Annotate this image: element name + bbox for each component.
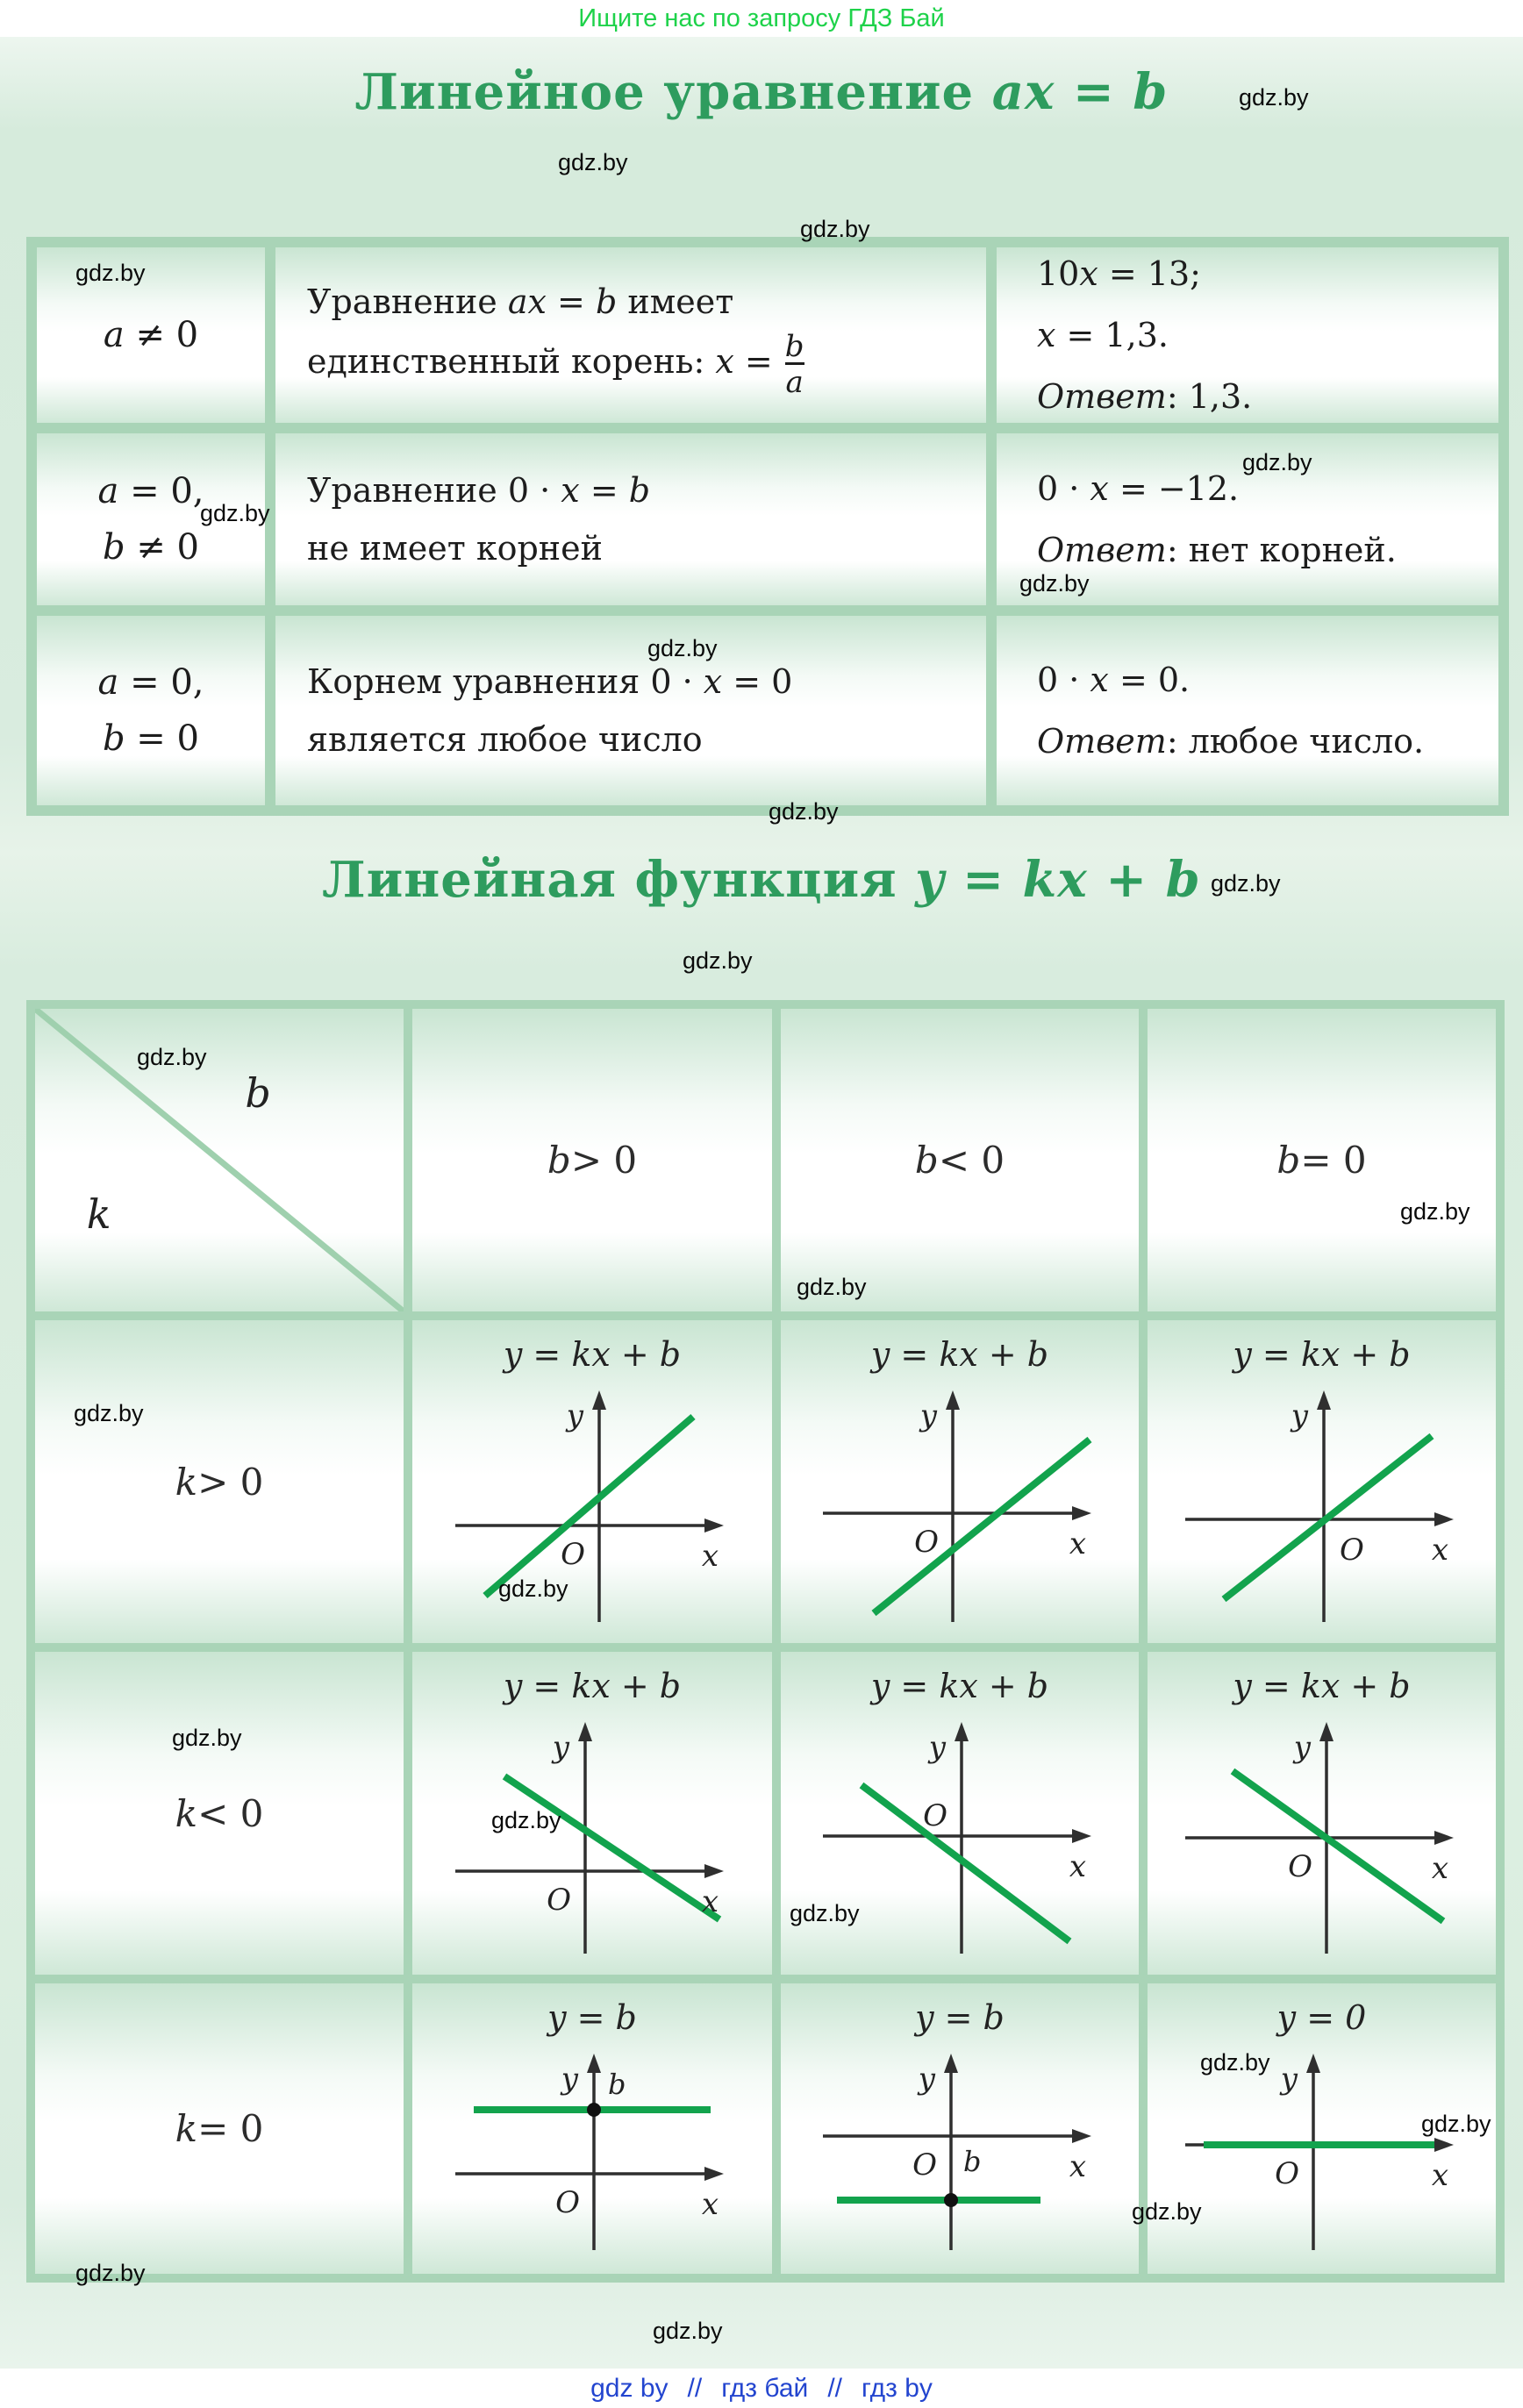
watermark: gdz.by bbox=[653, 2318, 723, 2344]
corner-cell bbox=[35, 1009, 404, 1311]
graph-k-pos-b-pos bbox=[412, 1320, 772, 1643]
svg-text:x: x bbox=[701, 2187, 719, 2222]
watermark: gdz.by bbox=[137, 1044, 207, 1070]
col-header-b-zero: b = 0 bbox=[1148, 1009, 1496, 1311]
svg-text:y: y bbox=[566, 1398, 583, 1433]
watermark: gdz.by bbox=[1019, 570, 1090, 597]
watermark: gdz.by bbox=[1400, 1198, 1470, 1225]
graph-formula: y = kx + b bbox=[870, 1335, 1049, 1374]
description-line: является любое число bbox=[307, 720, 703, 759]
watermark: gdz.by bbox=[1211, 870, 1281, 897]
watermark: gdz.by bbox=[790, 1900, 860, 1926]
svg-text:O: O bbox=[914, 1525, 939, 1560]
watermark: gdz.by bbox=[498, 1576, 568, 1602]
table1-r0-condition bbox=[37, 247, 265, 423]
watermark: gdz.by bbox=[1132, 2198, 1202, 2225]
svg-text:x: x bbox=[1431, 1533, 1448, 1568]
example-line: 10x = 13; bbox=[1037, 254, 1201, 293]
watermark: gdz.by bbox=[75, 2260, 146, 2286]
example-line: 0 · x = 0. bbox=[1037, 661, 1191, 699]
svg-text:x: x bbox=[701, 1884, 719, 1919]
watermark: gdz.by bbox=[74, 1400, 144, 1426]
svg-text:x: x bbox=[1069, 2149, 1086, 2184]
description-line: Корнем уравнения 0 · x = 0 bbox=[307, 662, 793, 701]
watermark: gdz.by bbox=[647, 635, 718, 661]
footer-links-bar bbox=[0, 2369, 1523, 2408]
footer-link-gdz-by[interactable]: gdz by bbox=[590, 2373, 669, 2403]
description-line: Уравнение ax = b имеет bbox=[307, 282, 734, 321]
svg-text:O: O bbox=[912, 2147, 937, 2183]
svg-text:O: O bbox=[1287, 1849, 1312, 1884]
graph-k-pos-b-neg bbox=[781, 1320, 1139, 1643]
svg-text:b: b bbox=[608, 2068, 626, 2101]
section1-title: Линейное уравнение ax = b bbox=[354, 63, 1169, 121]
row-header-k-pos: k > 0 bbox=[35, 1320, 404, 1643]
graph-k-pos-b-zero bbox=[1148, 1320, 1496, 1643]
svg-text:y: y bbox=[561, 2061, 578, 2097]
example-line: Ответ: нет корней. bbox=[1037, 531, 1397, 569]
promo-banner: Ищите нас по запросу ГДЗ Бай bbox=[0, 0, 1523, 37]
table1-r2-description bbox=[275, 616, 986, 805]
example-line: Ответ: 1,3. bbox=[1037, 377, 1253, 416]
graph-formula: y = b bbox=[547, 1998, 637, 2037]
condition-line: a = 0, bbox=[97, 471, 204, 511]
watermark: gdz.by bbox=[769, 798, 839, 825]
watermark: gdz.by bbox=[683, 947, 753, 974]
svg-text:O: O bbox=[555, 2185, 580, 2220]
graph-k-zero-b-neg bbox=[781, 1983, 1139, 2274]
graph-formula: y = kx + b bbox=[1233, 1335, 1411, 1374]
watermark: gdz.by bbox=[172, 1725, 242, 1751]
fraction-b-over-a: $\frac{b}{a}$ bbox=[784, 328, 804, 400]
watermark: gdz.by bbox=[558, 149, 628, 175]
table1-r0-example bbox=[997, 247, 1498, 423]
svg-text:O: O bbox=[547, 1883, 571, 1918]
svg-text:O: O bbox=[1339, 1533, 1364, 1568]
condition-line: b ≠ 0 bbox=[102, 527, 199, 568]
watermark: gdz.by bbox=[200, 500, 270, 526]
coordinate-graph bbox=[1173, 1375, 1471, 1629]
row-header-k-neg: k < 0 bbox=[35, 1652, 404, 1975]
coordinate-graph bbox=[811, 2038, 1109, 2257]
graph-formula: y = kx + b bbox=[503, 1667, 682, 1705]
corner-b-variable: b bbox=[245, 1069, 271, 1117]
diagonal-divider bbox=[35, 1009, 404, 1311]
svg-text:b: b bbox=[963, 2145, 982, 2178]
example-line: Ответ: любое число. bbox=[1037, 722, 1425, 761]
watermark: gdz.by bbox=[75, 260, 146, 286]
condition-line: a ≠ 0 bbox=[103, 315, 199, 355]
corner-k-variable: k bbox=[86, 1190, 111, 1238]
col-header-b-pos: b > 0 bbox=[412, 1009, 772, 1311]
svg-text:y: y bbox=[1293, 1730, 1311, 1765]
svg-text:y: y bbox=[1280, 2061, 1298, 2097]
description-line: Уравнение 0 · x = b bbox=[307, 471, 651, 510]
linear-function-table bbox=[26, 1000, 1505, 2283]
watermark: gdz.by bbox=[1200, 2049, 1270, 2076]
footer-link-gdz-bai[interactable]: гдз бай bbox=[721, 2373, 809, 2403]
watermark: gdz.by bbox=[1421, 2111, 1491, 2137]
graph-formula: y = b bbox=[915, 1998, 1005, 2037]
example-line: 0 · x = −12. bbox=[1037, 469, 1240, 508]
watermark: gdz.by bbox=[1242, 449, 1312, 475]
graph-formula: y = 0 bbox=[1276, 1998, 1367, 2037]
table1-r2-condition bbox=[37, 616, 265, 805]
watermark: gdz.by bbox=[800, 216, 870, 242]
svg-text:y: y bbox=[1291, 1398, 1308, 1433]
watermark: gdz.by bbox=[491, 1807, 561, 1833]
svg-text:x: x bbox=[1069, 1526, 1086, 1561]
table1-r1-description bbox=[275, 433, 986, 605]
coordinate-graph bbox=[443, 1706, 741, 1961]
table1-r2-example bbox=[997, 616, 1498, 805]
footer-link-gdz-by-2[interactable]: гдз by bbox=[862, 2373, 933, 2403]
col-header-b-neg: b < 0 bbox=[781, 1009, 1139, 1311]
graph-k-neg-b-pos bbox=[412, 1652, 772, 1975]
coordinate-graph bbox=[443, 1375, 741, 1629]
svg-text:y: y bbox=[918, 2061, 935, 2097]
condition-line: a = 0, bbox=[97, 662, 204, 703]
footer-separator: // bbox=[827, 2373, 842, 2403]
coordinate-graph bbox=[443, 2038, 741, 2257]
svg-text:y: y bbox=[928, 1730, 946, 1765]
footer-separator: // bbox=[687, 2373, 703, 2403]
example-line: x = 1,3. bbox=[1037, 316, 1169, 354]
graph-formula: y = kx + b bbox=[1233, 1667, 1411, 1705]
graph-formula: y = kx + b bbox=[870, 1667, 1049, 1705]
table1-r0-description bbox=[275, 247, 986, 423]
watermark: gdz.by bbox=[1239, 84, 1309, 111]
row-header-k-zero: k = 0 bbox=[35, 1983, 404, 2274]
svg-text:O: O bbox=[561, 1537, 585, 1572]
svg-text:x: x bbox=[701, 1539, 719, 1574]
condition-line: b = 0 bbox=[102, 718, 199, 759]
graph-k-neg-b-zero bbox=[1148, 1652, 1496, 1975]
svg-text:O: O bbox=[1274, 2156, 1299, 2191]
svg-text:x: x bbox=[1431, 2158, 1448, 2193]
svg-text:y: y bbox=[552, 1730, 569, 1765]
svg-text:O: O bbox=[923, 1798, 947, 1833]
svg-text:x: x bbox=[1431, 1851, 1448, 1886]
svg-text:x: x bbox=[1069, 1849, 1086, 1884]
watermark: gdz.by bbox=[797, 1274, 867, 1300]
coordinate-graph bbox=[1173, 1706, 1471, 1961]
section2-title: Линейная функция y = kx + b bbox=[322, 851, 1201, 909]
svg-text:y: y bbox=[919, 1398, 937, 1433]
description-line: единственный корень: $x = \frac{b}{a}$ bbox=[307, 328, 804, 400]
graph-k-zero-b-pos bbox=[412, 1983, 772, 2274]
graph-formula: y = kx + b bbox=[503, 1335, 682, 1374]
description-line: не имеет корней bbox=[307, 529, 603, 568]
coordinate-graph bbox=[811, 1375, 1109, 1629]
